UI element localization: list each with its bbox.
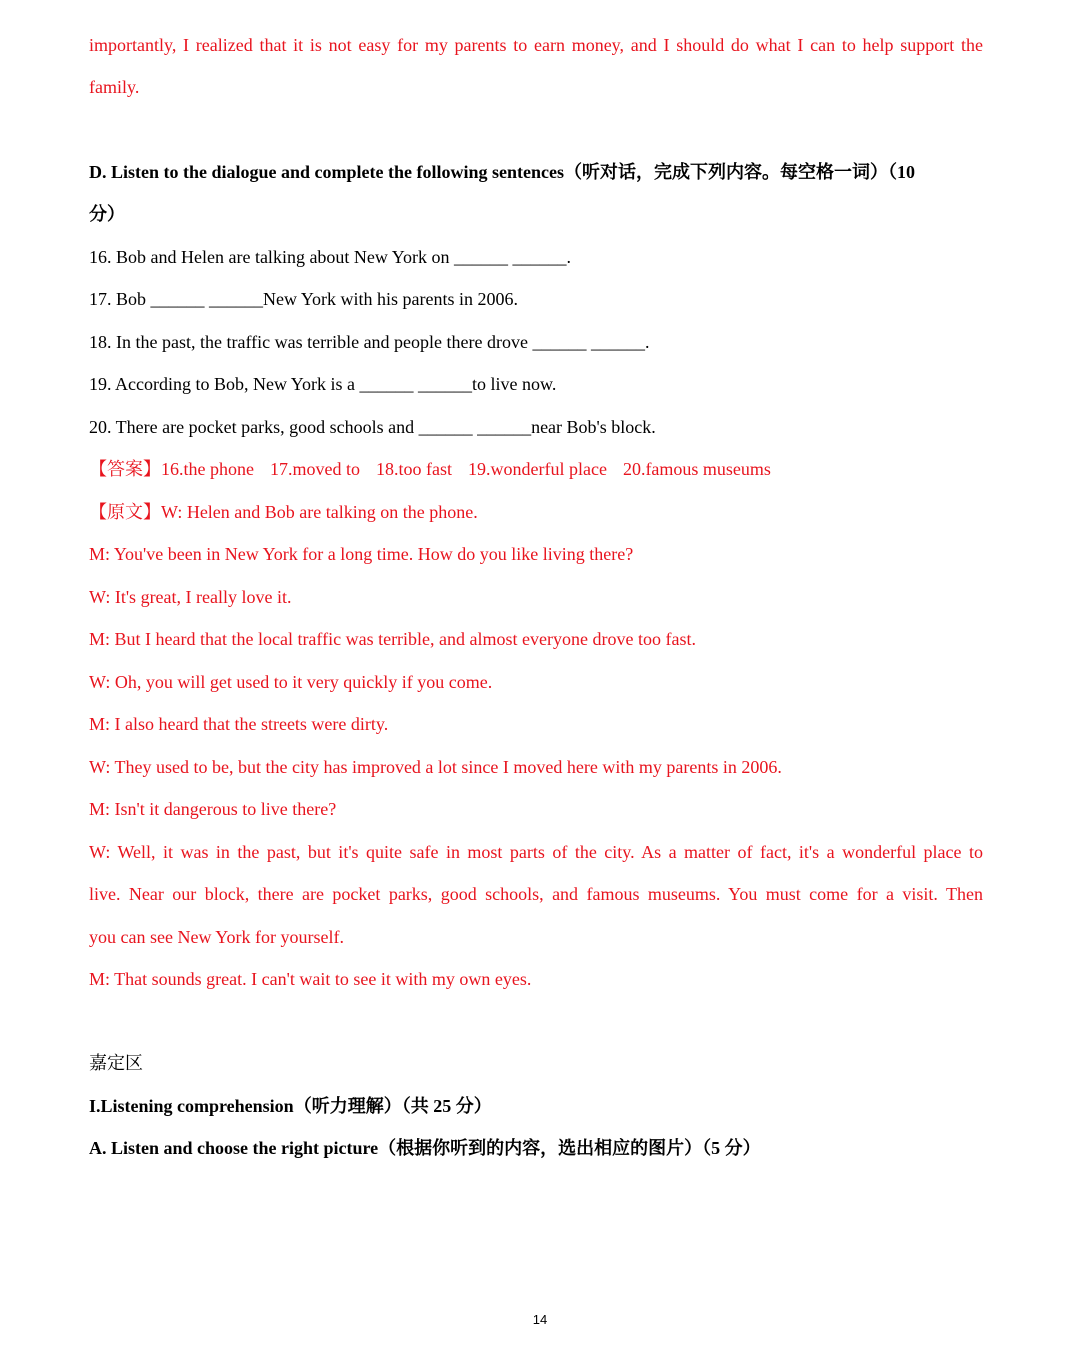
transcript-line-7: W: They used to be, but the city has improved a lot since I moved here with my parents in 2006.	[89, 757, 782, 777]
transcript-line-6: M: I also heard that the streets were dirty.	[89, 714, 389, 734]
transcript-line-9: W: Well, it was in the past, but it's quite safe in most parts of the city. As a matter of fact, it's a wonderful place to	[89, 842, 983, 862]
question-20: 20. There are pocket parks, good schools and ______ ______near Bob's block.	[89, 417, 656, 437]
answer-line	[89, 457, 771, 481]
transcript-line-8: M: Isn't it dangerous to live there?	[89, 799, 337, 819]
answer-label: 【答案】	[89, 459, 161, 479]
answer-17: 17.moved to	[269, 459, 360, 479]
transcript-line-2: M: You've been in New York for a long time. How do you like living there?	[89, 544, 634, 564]
section-d-heading	[89, 160, 915, 184]
part1-heading: I.Listening comprehension（听力理解）（共 25 分）	[89, 1096, 492, 1116]
section-d-score: 10	[896, 162, 915, 182]
part-a-heading: A. Listen and choose the right picture（根据你听到的内容，选出相应的图片）（5 分）	[89, 1138, 761, 1158]
answer-18: 18.too fast	[375, 459, 452, 479]
prev-answer-line-2: family.	[89, 77, 140, 97]
transcript-line-12: M: That sounds great. I can't wait to see it with my own eyes.	[89, 969, 532, 989]
transcript-line-11: you can see New York for yourself.	[89, 927, 344, 947]
page-number: 14	[532, 1312, 548, 1327]
transcript-line-1: 【原文】W: Helen and Bob are talking on the phone.	[89, 502, 478, 522]
district-title: 嘉定区	[89, 1053, 143, 1073]
question-16: 16. Bob and Helen are talking about New York on ______ ______.	[89, 247, 571, 267]
answer-20: 20.famous museums	[622, 459, 771, 479]
question-19: 19. According to Bob, New York is a ______ ______to live now.	[89, 374, 557, 394]
prev-answer-line-1: importantly, I realized that it is not easy for my parents to earn money, and I should do what I can to help support the	[89, 35, 983, 55]
answer-16: 16.the phone	[161, 459, 254, 479]
section-d-heading-en: D. Listen to the dialogue and complete the following sentences	[89, 162, 564, 182]
transcript-label: 【原文】	[89, 502, 161, 522]
transcript-line-4: M: But I heard that the local traffic was terrible, and almost everyone drove too fast.	[89, 629, 696, 649]
section-d-heading-cn: （听对话，完成下列内容。每空格一词）（	[563, 162, 897, 182]
transcript-line-3: W: It's great, I really love it.	[89, 587, 292, 607]
answer-19: 19.wonderful place	[467, 459, 607, 479]
question-18: 18. In the past, the traffic was terrible and people there drove ______ ______.	[89, 332, 650, 352]
transcript-line-5: W: Oh, you will get used to it very quickly if you come.	[89, 672, 493, 692]
section-d-heading-unit: 分）	[89, 204, 125, 224]
transcript-line-10: live. Near our block, there are pocket parks, good schools, and famous museums. You must come for a visit. Then	[89, 884, 983, 904]
question-17: 17. Bob ______ ______New York with his parents in 2006.	[89, 289, 519, 309]
